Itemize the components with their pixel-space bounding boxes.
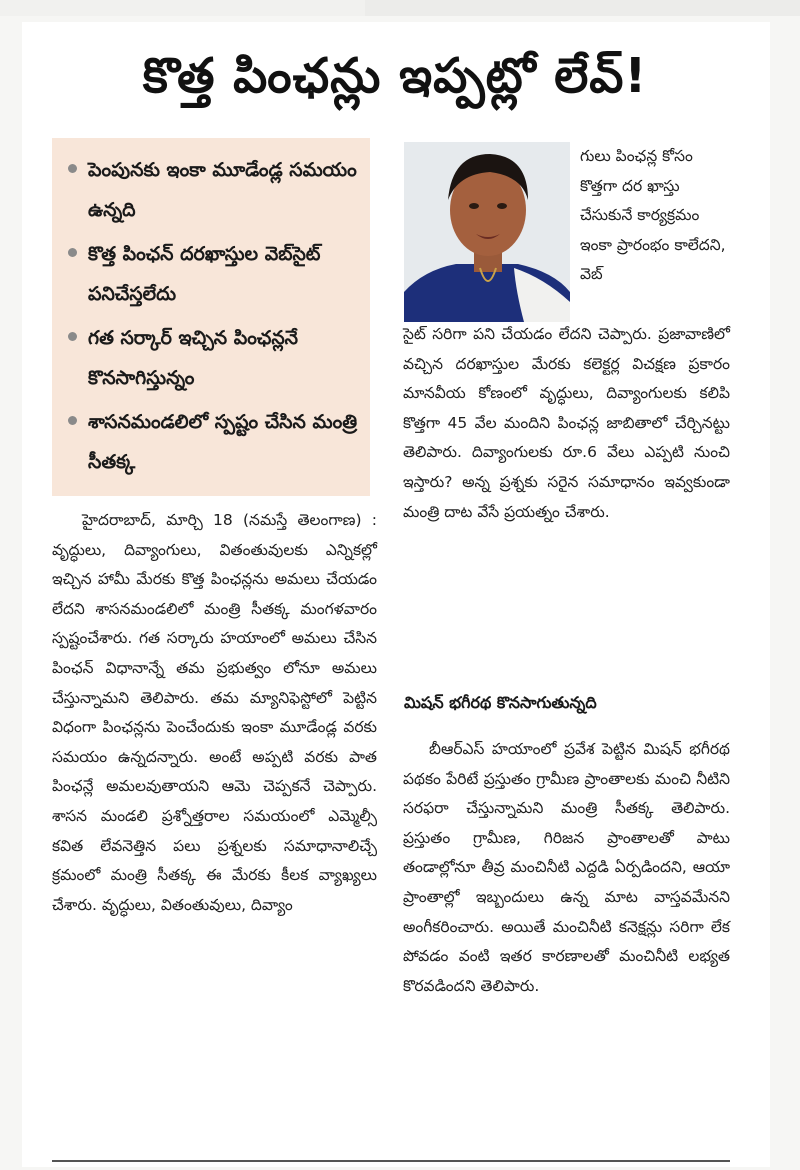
bullet-icon <box>68 248 77 257</box>
minister-photo <box>404 142 570 322</box>
portrait-image <box>404 142 570 322</box>
body-column-right-top <box>580 142 730 290</box>
bottom-divider <box>52 1160 730 1162</box>
top-cropped-strip <box>0 0 800 16</box>
bullet-icon <box>68 164 77 173</box>
highlights-box <box>52 138 370 496</box>
body-paragraph: సైట్‌ సరిగా పని చేయడం లేదని చెప్పారు. ప్రజావాణిలో వచ్చిన దరఖాస్తుల మేరకు కలెక్టర్ల విచక్షణ ప్రకారం మానవీయ కోణంలో వృద్ధులు, దివ్యాంగులకు కలిపి కొత్తగా 45 వేల మందిని పింఛన్ల జాబితాలో చేర్చినట్టు తెలిపారు. దివ్యాంగులకు రూ.6 వేలు ఎప్పటి నుంచి ఇస్తారు? అన్న ప్రశ్నకు సరైన సమాధానం ఇవ్వకుండా మంత్రి దాట వేసే ప్రయత్నం చేశారు. <box>403 325 730 521</box>
highlight-text: పెంపునకు ఇంకా మూడేండ్ల సమయం ఉన్నది <box>88 159 357 221</box>
highlight-item <box>66 318 360 398</box>
body-paragraph: గులు పింఛన్ల కోసం కొత్తగా దర ఖాస్తు చేసుకునే కార్యక్రమం ఇంకా ప్రారంభం కాలేదని, వెబ్‌ <box>580 147 726 284</box>
section-subheading: మిషన్‌ భగీరథ కొనసాగుతున్నది <box>404 693 597 712</box>
body-column-right-bottom <box>403 735 730 1001</box>
highlight-item <box>66 234 360 314</box>
body-column-left <box>52 506 377 920</box>
highlight-text: శాసనమండలిలో స్పష్టం చేసిన మంత్రి సీతక్క <box>88 411 358 473</box>
highlight-text: కొత్త పింఛన్‌ దరఖాస్తుల వెబ్‌సైట్‌ పనిచేస్తలేదు <box>88 243 321 305</box>
body-column-right <box>403 320 730 527</box>
highlight-text: గత సర్కార్‌ ఇచ్చిన పింఛన్లనే కొనసాగిస్తున్నం <box>88 327 299 389</box>
body-paragraph: హైదరాబాద్‌, మార్చి 18 (నమస్తే తెలంగాణ) : వృద్ధులు, దివ్యాంగులు, వితంతువులకు ఎన్నికల్లో ఇచ్చిన హామీ మేరకు కొత్త పింఛన్లను అమలు చేయడం లేదని శాసనమండలిలో మంత్రి సీతక్క మంగళవారం స్పష్టంచేశారు. గత సర్కారు హయాంలో అమలు చేసిన పింఛన్‌ విధానాన్నే తమ ప్రభుత్వం లోనూ అమలు చేస్తున్నామని తెలిపారు. తమ మ్యానిఫెస్టోలో పెట్టిన విధంగా పింఛన్లను పెంచేందుకు ఇంకా మూడేండ్ల వరకు సమయం ఉన్నదన్నారు. అంటే అప్పటి వరకు పాత పింఛన్లే అమలవుతాయని ఆమె చెప్పకనే చెప్పారు. శాసన మండలి ప్రశ్నోత్తరాల సమయంలో ఎమ్మెల్సీ కవిత లేవనెత్తిన పలు ప్రశ్నలకు సమాధానాలిచ్చే క్రమంలో మంత్రి సీతక్క ఈ మేరకు కీలక వ్యాఖ్యలు చేశారు. వృద్ధులు, వితంతువులు, దివ్యాం <box>52 511 377 914</box>
article-headline: కొత్త పింఛన్లు ఇప్పట్లో లేవ్‌! <box>142 48 648 104</box>
top-cropped-panel <box>0 0 365 16</box>
highlight-item <box>66 402 360 482</box>
bullet-icon <box>68 416 77 425</box>
body-paragraph: బీఆర్‌ఎస్‌ హయాంలో ప్రవేశ పెట్టిన మిషన్‌ భగీరథ పథకం పేరిటే ప్రస్తుతం గ్రామీణ ప్రాంతాలకు మంచి నీటిని సరఫరా చేస్తున్నామని మంత్రి సీతక్క తెలిపారు. ప్రస్తుతం గ్రామీణ, గిరిజన ప్రాంతాలతో పాటు తండాల్లోనూ తీవ్ర మంచినీటి ఎద్దడి ఏర్పడిందని, ఆయా ప్రాంతాల్లో ఇబ్బందులు ఉన్న మాట వాస్తవమేనని అంగీకరించారు. అయితే మంచినీటి కనెక్షన్లు సరిగా లేక పోవడం వంటి ఇతర కారణాలతో మంచినీటి లభ్యత కొరవడిందని తెలిపారు. <box>403 740 730 995</box>
highlight-item <box>66 150 360 230</box>
bullet-icon <box>68 332 77 341</box>
